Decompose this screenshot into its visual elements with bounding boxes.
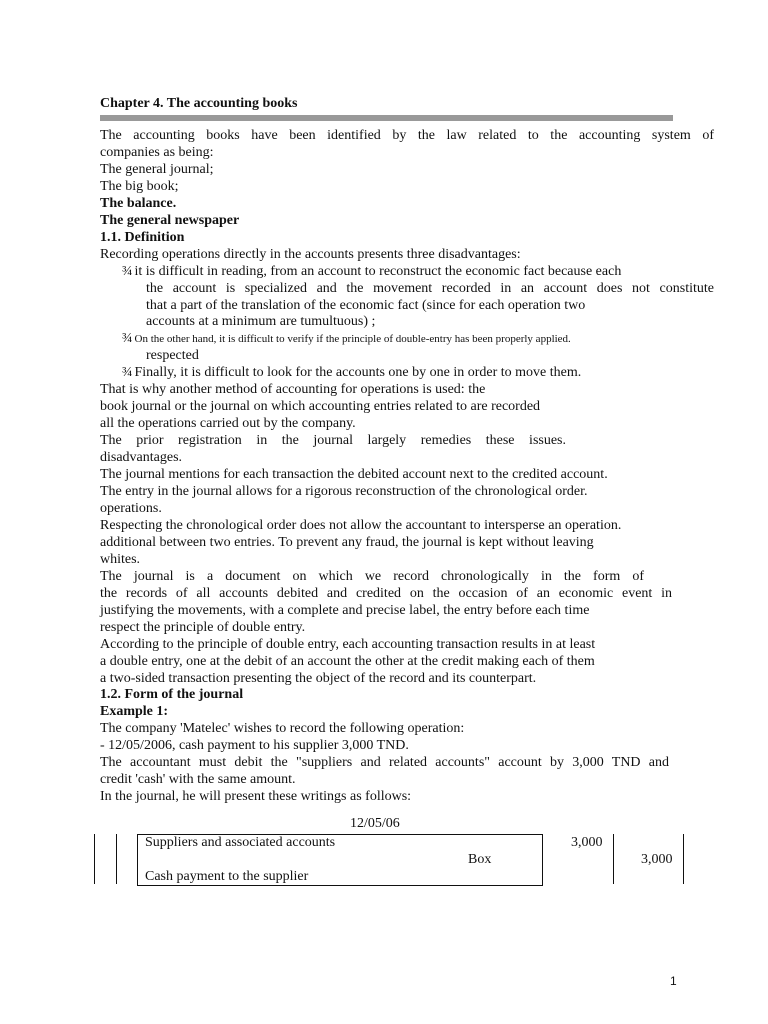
book-list-item: The big book; xyxy=(100,178,179,194)
paragraph-line: Respecting the chronological order does not allow the accountant to intersperse an operation. xyxy=(100,517,622,533)
paragraph-line: a double entry, one at the debit of an account the other at the credit making each of them xyxy=(100,653,595,669)
paragraph-line: respect the principle of double entry. xyxy=(100,619,306,635)
bullet-item: ¾ it is difficult in reading, from an account to reconstruct the economic fact because each xyxy=(122,263,622,279)
document-body xyxy=(100,128,714,806)
example-line: The accountant must debit the "suppliers and related accounts" account by 3,000 TND and xyxy=(100,755,669,771)
paragraph-line: That is why another method of accounting for operations is used: the xyxy=(100,382,486,398)
paragraph-line: additional between two entries. To prevent any fraud, the journal is kept without leaving xyxy=(100,534,594,550)
book-list-item: The balance. xyxy=(100,195,177,211)
paragraph-line: the records of all accounts debited and credited on the occasion of an economic event in xyxy=(100,585,672,601)
debit-account-name: Suppliers and associated accounts xyxy=(145,835,336,850)
entry-label: Cash payment to the supplier xyxy=(145,869,309,884)
paragraph-line: According to the principle of double entry, each accounting transaction results in at least xyxy=(100,636,596,652)
example-line: - 12/05/2006, cash payment to his supplier 3,000 TND. xyxy=(100,738,409,754)
example-label: Example 1: xyxy=(100,704,169,720)
paragraph-line: The journal is a document on which we record chronologically in the form of xyxy=(100,568,644,584)
journal-ruling-line xyxy=(613,834,614,884)
paragraph-line: The entry in the journal allows for a rigorous reconstruction of the chronological order. xyxy=(100,484,588,500)
paragraph-line: all the operations carried out by the company. xyxy=(100,416,356,432)
book-list-item: The general newspaper xyxy=(100,212,240,228)
paragraph-line: operations. xyxy=(100,500,162,516)
paragraph-line: The journal mentions for each transaction the debited account next to the credited account. xyxy=(100,467,608,483)
credit-account-name: Box xyxy=(468,852,492,867)
chapter-title: Chapter 4. The accounting books xyxy=(100,96,298,111)
bullet-marker: ¾ xyxy=(122,331,133,347)
paragraph-line: book journal or the journal on which accounting entries related to are recorded xyxy=(100,399,541,415)
section-heading-journal-form: 1.2. Form of the journal xyxy=(100,687,244,703)
intro-line-1: The accounting books have been identified by the law related to the accounting system of xyxy=(100,128,714,143)
section-heading-definition: 1.1. Definition xyxy=(100,229,185,245)
example-line: The company 'Matelec' wishes to record the following operation: xyxy=(100,721,465,737)
paragraph-line: a two-sided transaction presenting the object of the record and its counterpart. xyxy=(100,670,537,686)
example-line: credit 'cash' with the same amount. xyxy=(100,772,296,788)
bullet-continuation: the account is specialized and the movement recorded in an account does not constitute xyxy=(146,280,714,296)
bullet-continuation: accounts at a minimum are tumultuous) ; xyxy=(146,314,376,330)
journal-entry-date: 12/05/06 xyxy=(350,816,400,831)
bullet-item: ¾ On the other hand, it is difficult to verify if the principle of double-entry has been properly applied. xyxy=(122,331,571,347)
paragraph-line: disadvantages. xyxy=(100,450,183,466)
credit-amount: 3,000 xyxy=(641,852,673,867)
journal-ruling-line xyxy=(116,834,117,884)
example-line: In the journal, he will present these writings as follows: xyxy=(100,789,412,805)
title-underline-rule xyxy=(100,115,673,121)
journal-ruling-line xyxy=(683,834,684,884)
intro-line-2: companies as being: xyxy=(100,144,214,160)
bullet-marker: ¾ xyxy=(122,263,133,279)
bullet-marker: ¾ xyxy=(122,365,133,381)
page-number: 1 xyxy=(670,974,677,988)
paragraph-line: whites. xyxy=(100,551,141,567)
debit-amount: 3,000 xyxy=(571,835,603,850)
definition-lead: Recording operations directly in the accounts presents three disadvantages: xyxy=(100,246,521,262)
bullet-continuation: respected xyxy=(146,348,199,364)
bullet-continuation: that a part of the translation of the economic fact (since for each operation two xyxy=(146,297,586,313)
paragraph-line: justifying the movements, with a complete and precise label, the entry before each time xyxy=(100,602,590,618)
bullet-item: ¾ Finally, it is difficult to look for the accounts one by one in order to move them. xyxy=(122,365,582,381)
book-list-item: The general journal; xyxy=(100,161,214,177)
journal-ruling-line xyxy=(94,834,95,884)
paragraph-line: The prior registration in the journal largely remedies these issues. xyxy=(100,433,566,449)
